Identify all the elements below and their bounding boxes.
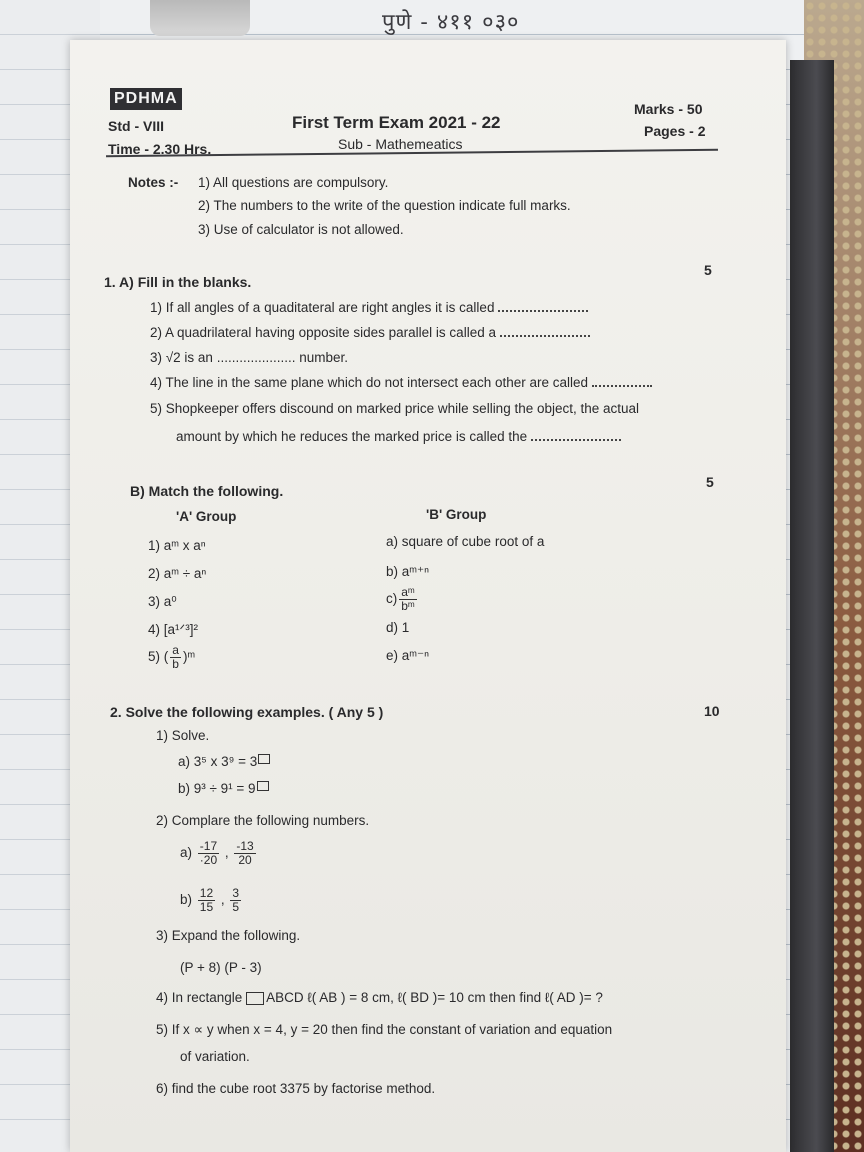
note-item: 3) Use of calculator is not allowed. bbox=[198, 222, 404, 237]
q2-sub-5-cont: of variation. bbox=[180, 1049, 250, 1064]
note-item: 2) The numbers to the write of the question indicate full marks. bbox=[198, 198, 571, 213]
q2-sub-3-expr: (P + 8) (P - 3) bbox=[180, 960, 262, 975]
group-a-item: 4) [a¹ᐟ³]² bbox=[148, 622, 198, 637]
rectangle-icon bbox=[246, 992, 264, 1005]
group-b-item: e) aᵐ⁻ⁿ bbox=[386, 648, 430, 663]
exam-paper bbox=[70, 40, 786, 1152]
blank-item: 3) √2 is an ..................... number. bbox=[150, 350, 348, 365]
note-item: 1) All questions are compulsory. bbox=[198, 175, 389, 190]
group-b-item: d) 1 bbox=[386, 620, 410, 635]
school-badge: PDHMA bbox=[110, 88, 182, 110]
group-a-item: 5) ( $\frac{a}{b}$ )ᵐ bbox=[148, 643, 196, 671]
time-label: Time - 2.30 Hrs. bbox=[108, 141, 212, 157]
group-a-item: 3) a⁰ bbox=[148, 594, 177, 609]
photo-fragment bbox=[150, 0, 250, 36]
q1b-marks: 5 bbox=[706, 474, 714, 490]
q1a-marks: 5 bbox=[704, 262, 712, 278]
blank-item: 5) Shopkeeper offers discound on marked price while selling the object, the actual bbox=[150, 401, 640, 416]
q2-sub-1b: b) 9³ ÷ 9¹ = 9 bbox=[178, 781, 269, 796]
q2-marks: 10 bbox=[704, 703, 720, 719]
group-b-item: a) square of cube root of a bbox=[386, 534, 545, 549]
q2-sub-3: 3) Expand the following. bbox=[156, 928, 301, 943]
group-a-item: 2) aᵐ ÷ aⁿ bbox=[148, 566, 207, 581]
q2-sub-1a: a) 3⁵ x 3⁹ = 3 bbox=[178, 754, 270, 769]
group-a-item: 1) aᵐ x aⁿ bbox=[148, 538, 206, 553]
blank-item-cont: amount by which he reduces the marked price is called the bbox=[176, 429, 621, 444]
group-a-heading: 'A' Group bbox=[176, 509, 237, 524]
std-label: Std - VIII bbox=[108, 118, 164, 134]
group-b-heading: 'B' Group bbox=[426, 507, 487, 522]
subject-label: Sub - Mathemeatics bbox=[338, 136, 463, 152]
notes-label: Notes :- bbox=[128, 175, 179, 190]
q2-sub-2b: b) $\frac{12}{15}$ , $\frac{3}{5}$ bbox=[180, 886, 240, 914]
q1a-heading: 1. A) Fill in the blanks. bbox=[104, 274, 252, 290]
group-b-item: c) $\frac{\text{aᵐ}}{\text{bᵐ}}$ bbox=[386, 585, 415, 613]
q2-sub-2a: a) $\frac{-17}{\cdot 20}$ , $\frac{-13}{20}$ bbox=[180, 839, 254, 867]
group-b-item: b) aᵐ⁺ⁿ bbox=[386, 564, 430, 579]
background-dark-fold bbox=[790, 60, 834, 1152]
exam-title: First Term Exam 2021 - 22 bbox=[292, 113, 501, 132]
blank-item: 4) The line in the same plane which do not intersect each other are called bbox=[150, 375, 652, 390]
q2-sub-1: 1) Solve. bbox=[156, 728, 210, 743]
handwritten-note: पुणे - ४११ ०३० bbox=[382, 10, 520, 35]
blank-item: 2) A quadrilateral having opposite sides parallel is called a bbox=[150, 325, 590, 340]
q2-sub-5: 5) If x ∝ y when x = 4, y = 20 then find the constant of variation and equation bbox=[156, 1022, 613, 1037]
q2-sub-4: 4) In rectangle ABCD ℓ( AB ) = 8 cm, ℓ( BD )= 10 cm then find ℓ( AD )= ? bbox=[156, 990, 603, 1005]
pages-label: Pages - 2 bbox=[644, 123, 706, 139]
q2-heading: 2. Solve the following examples. ( Any 5 ) bbox=[110, 704, 384, 720]
q1b-heading: B) Match the following. bbox=[130, 483, 284, 499]
marks-label: Marks - 50 bbox=[634, 101, 703, 117]
q2-sub-6: 6) find the cube root 3375 by factorise method. bbox=[156, 1081, 436, 1096]
q2-sub-2: 2) Complare the following numbers. bbox=[156, 813, 370, 828]
blank-item: 1) If all angles of a quaditateral are right angles it is called bbox=[150, 300, 588, 315]
